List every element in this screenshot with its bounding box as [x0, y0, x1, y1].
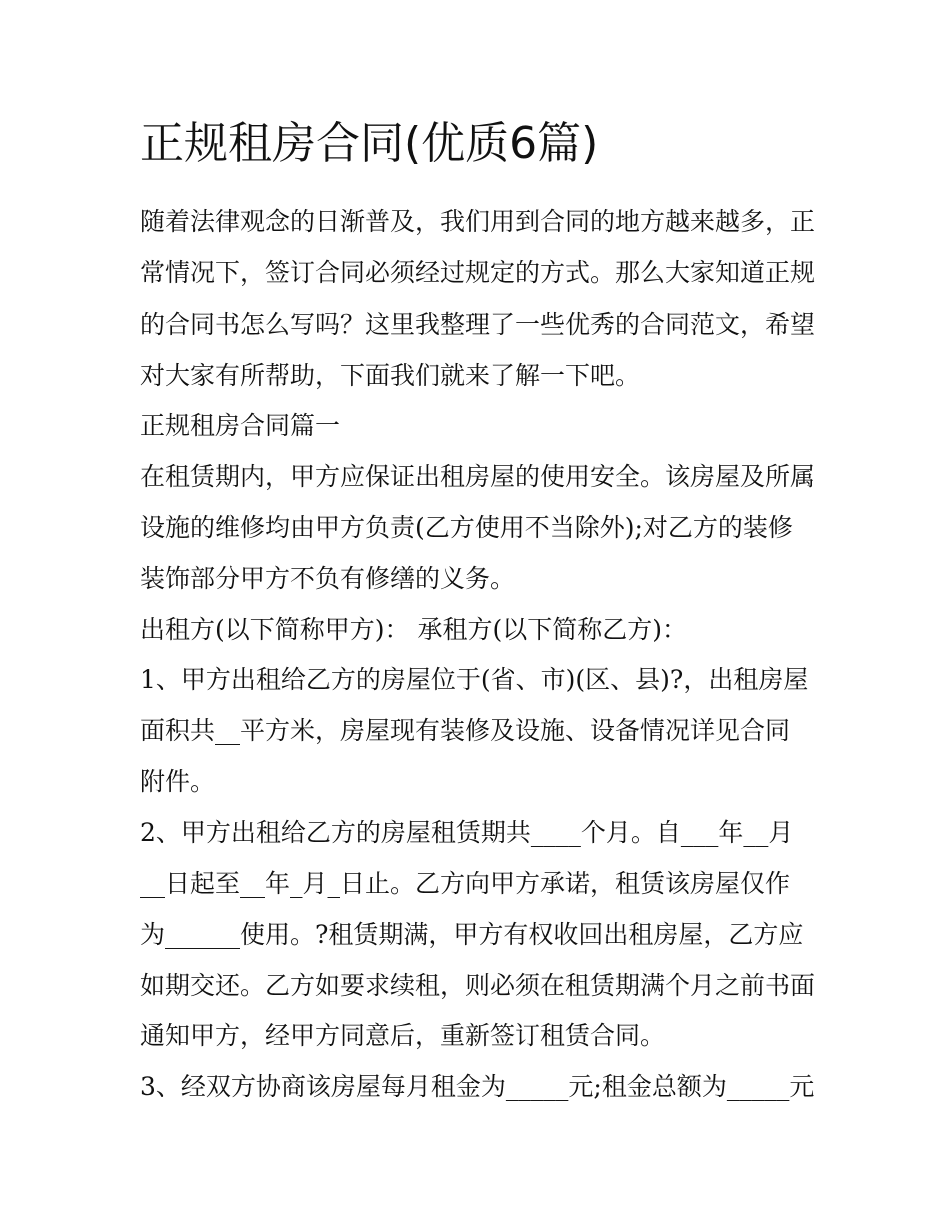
- clause-2-line: 通知甲方，经甲方同意后，重新签订租赁合同。: [140, 1021, 666, 1050]
- clause-3-line: 3、经双方协商该房屋每月租金为_____元;租金总额为_____元: [140, 1072, 815, 1101]
- clause-2-line: 2、甲方出租给乙方的房屋租赁期共____个月。自___年__月: [140, 818, 794, 847]
- paragraph-line: 装饰部分甲方不负有修缮的义务。: [140, 564, 516, 593]
- clause-2-line: 如期交还。乙方如要求续租，则必须在租赁期满个月之前书面: [140, 971, 816, 1000]
- clause-1-line: 附件。: [140, 767, 216, 796]
- clause-1-line: 面积共__平方米，房屋现有装修及设施、设备情况详见合同: [140, 716, 791, 745]
- section-heading: 正规租房合同篇一: [140, 411, 341, 440]
- clause-1-line: 1、甲方出租给乙方的房屋位于(省、市)(区、县)?，出租房屋: [140, 665, 809, 694]
- intro-line-2: 常情况下，签订合同必须经过规定的方式。那么大家知道正规: [140, 258, 816, 287]
- document-title: 正规租房合同(优质6篇): [140, 118, 599, 169]
- clause-2-line: __日起至__年_月_日止。乙方向甲方承诺，租赁该房屋仅作: [140, 869, 791, 898]
- parties-line: 出租方(以下简称甲方)： 承租方(以下简称乙方)：: [140, 615, 687, 644]
- clause-2-line: 为______使用。?租赁期满，甲方有权收回出租房屋，乙方应: [140, 920, 804, 949]
- intro-line-3: 的合同书怎么写吗？这里我整理了一些优秀的合同范文，希望: [140, 310, 816, 339]
- paragraph-line: 设施的维修均由甲方负责(乙方使用不当除外);对乙方的装修: [140, 513, 793, 542]
- intro-line-4: 对大家有所帮助，下面我们就来了解一下吧。: [140, 361, 641, 390]
- intro-line-1: 随着法律观念的日渐普及，我们用到合同的地方越来越多，正: [140, 207, 816, 236]
- paragraph-line: 在租赁期内，甲方应保证出租房屋的使用安全。该房屋及所属: [140, 462, 816, 491]
